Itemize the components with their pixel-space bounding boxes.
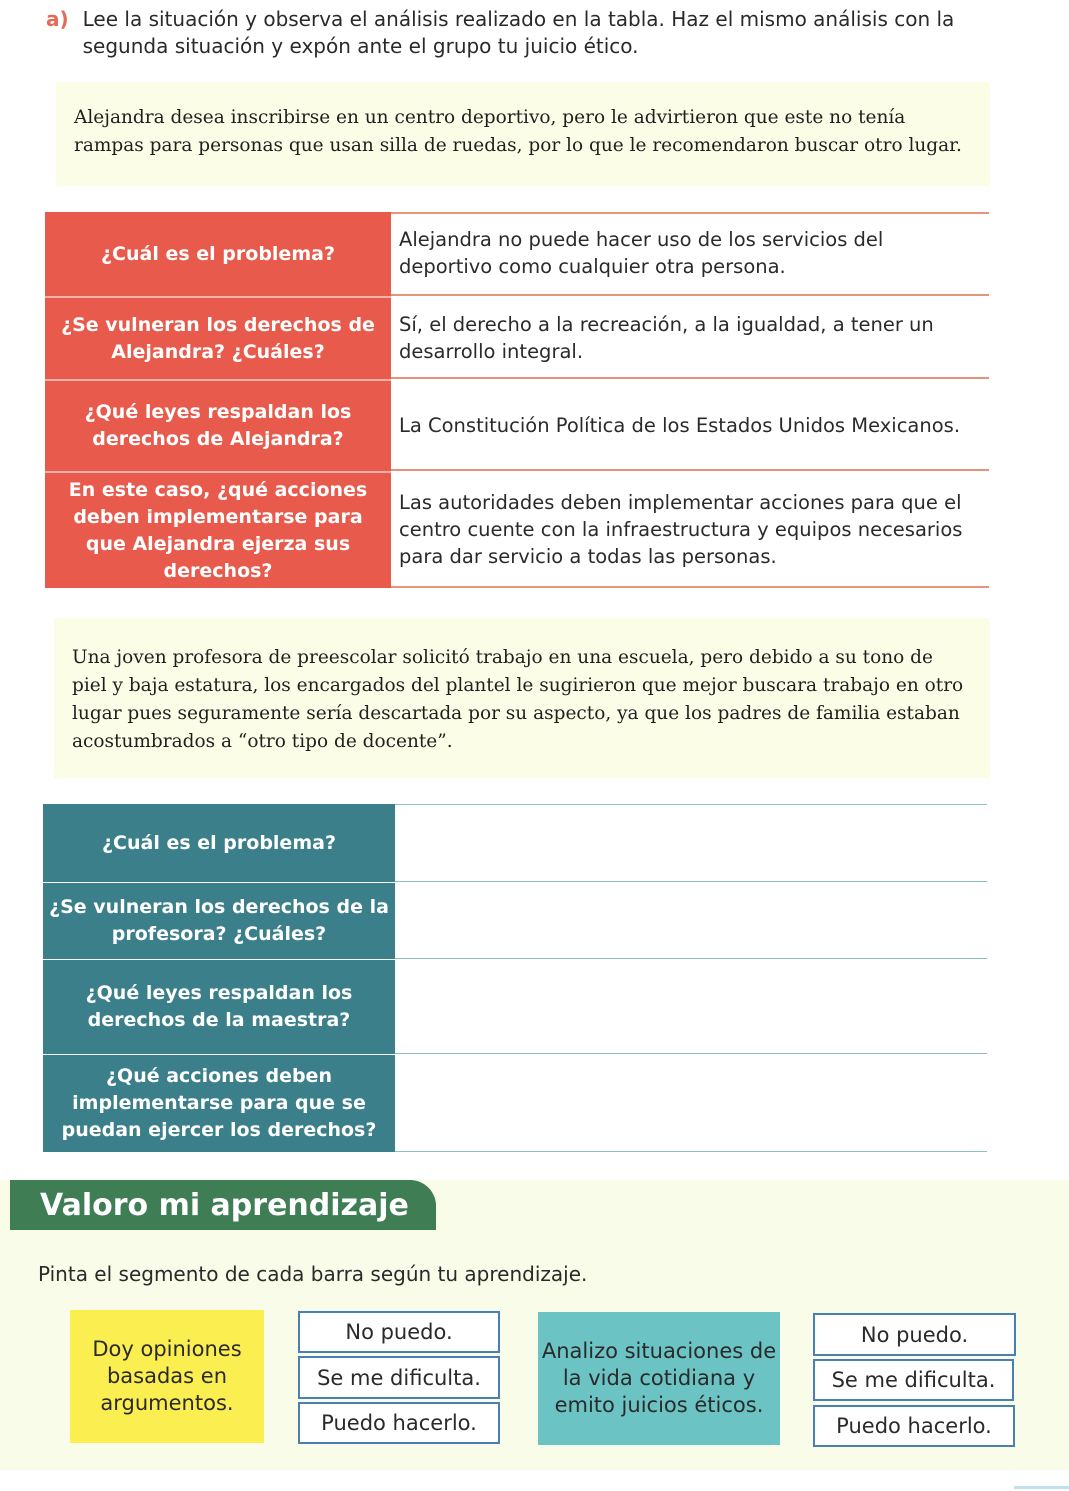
table-question: ¿Se vulneran los derechos de la profesora? ¿Cuáles? (43, 883, 395, 959)
table-row (45, 212, 989, 296)
table-answer: Las autoridades deben implementar acciones para que el centro cuente con la infraestructura y equipos necesarios para dar servicio a todas las personas. (391, 473, 989, 588)
table-question: ¿Se vulneran los derechos de Alejandra? ¿Cuáles? (45, 298, 391, 379)
table-answer: Alejandra no puede hacer uso de los servicios del deportivo como cualquier otra persona. (391, 212, 989, 296)
answer-space[interactable] (395, 883, 987, 959)
table-row (43, 883, 987, 959)
self-assessment-title: Valoro mi aprendizaje (10, 1180, 436, 1230)
table-row (45, 381, 989, 471)
criterion-1-option-puedo-hacerlo[interactable]: Puedo hacerlo. (298, 1402, 500, 1444)
table-question: En este caso, ¿qué acciones deben implementarse para que Alejandra ejerza sus derechos? (45, 473, 391, 588)
self-assessment-instruction: Pinta el segmento de cada barra según tu aprendizaje. (38, 1262, 588, 1286)
table-question: ¿Cuál es el problema? (45, 212, 391, 296)
criterion-1-label: Doy opiniones basadas en argumentos. (70, 1310, 264, 1443)
activity-letter: a) (46, 7, 69, 31)
criterion-2-option-no-puedo[interactable]: No puedo. (813, 1313, 1016, 1356)
table-answer: Sí, el derecho a la recreación, a la igualdad, a tener un desarrollo integral. (391, 298, 989, 379)
table-row (43, 960, 987, 1054)
activity-instruction (46, 6, 1006, 60)
table-answer: La Constitución Política de los Estados Unidos Mexicanos. (391, 381, 989, 471)
analysis-table-2 (43, 804, 987, 1152)
answer-space[interactable] (395, 804, 987, 882)
situation-2-text: Una joven profesora de preescolar solicitó trabajo en una escuela, pero debido a su tono de piel y baja estatura, los encargados del plantel le sugirieron que mejor buscara trabajo en otro lugar pues seguramente sería descartada por su aspecto, ya que los padres de familia estaban acostumbrados a “otro tipo de docente”. (54, 618, 990, 778)
activity-instruction-text: Lee la situación y observa el análisis realizado en la tabla. Haz el mismo análisis con la segunda situación y expón ante el grupo tu juicio ético. (82, 7, 955, 58)
table-row (45, 298, 989, 379)
answer-space[interactable] (395, 1055, 987, 1152)
table-row (43, 804, 987, 882)
criterion-1-option-no-puedo[interactable]: No puedo. (298, 1311, 500, 1353)
answer-space[interactable] (395, 960, 987, 1054)
criterion-1-option-se-me-dificulta[interactable]: Se me dificulta. (298, 1356, 500, 1399)
criterion-2-option-se-me-dificulta[interactable]: Se me dificulta. (813, 1359, 1014, 1401)
analysis-table-1 (45, 212, 989, 588)
table-question: ¿Qué acciones deben implementarse para que se puedan ejercer los derechos? (43, 1055, 395, 1152)
page-edge-mark (1014, 1486, 1069, 1489)
table-row (45, 473, 989, 588)
criterion-2-label: Analizo situaciones de la vida cotidiana y emito juicios éticos. (538, 1312, 780, 1445)
table-question: ¿Cuál es el problema? (43, 804, 395, 882)
situation-1-text: Alejandra desea inscribirse en un centro deportivo, pero le advirtieron que este no tenía rampas para personas que usan silla de ruedas, por lo que le recomendaron buscar otro lugar. (56, 82, 990, 186)
table-question: ¿Qué leyes respaldan los derechos de la maestra? (43, 960, 395, 1054)
table-question: ¿Qué leyes respaldan los derechos de Alejandra? (45, 381, 391, 471)
table-row (43, 1055, 987, 1152)
criterion-2-option-puedo-hacerlo[interactable]: Puedo hacerlo. (813, 1405, 1015, 1447)
